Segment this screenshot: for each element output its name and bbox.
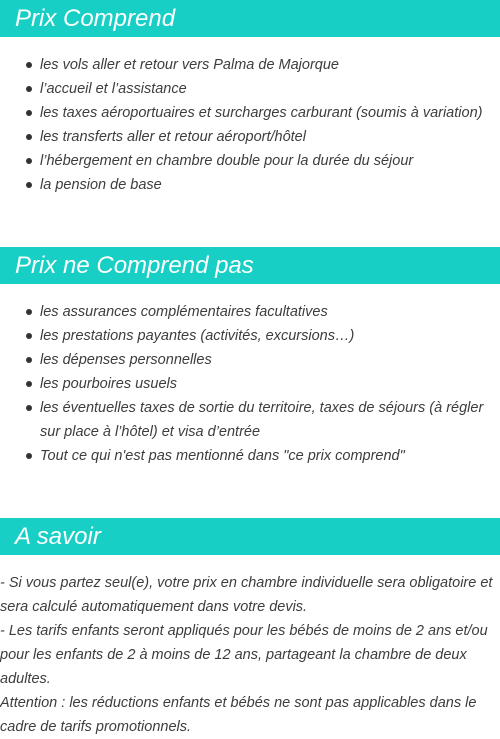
included-list (0, 53, 500, 197)
section-header-info (0, 518, 500, 555)
bullet-icon (26, 381, 32, 387)
info-paragraph: Attention : les réductions enfants et bébés ne sont pas applicables dans le cadre de tarifs promotionnels. (0, 695, 477, 735)
bullet-icon (26, 134, 32, 140)
bullet-icon (26, 182, 32, 188)
list-item-text: l’hébergement en chambre double pour la durée du séjour (40, 153, 414, 169)
list-item-text: les dépenses personnelles (40, 352, 212, 368)
list-item-text: les vols aller et retour vers Palma de Majorque (40, 57, 339, 73)
list-item-text: les assurances complémentaires facultatives (40, 304, 328, 320)
section-title-info: A savoir (15, 523, 101, 550)
list-item-text: l’accueil et l’assistance (40, 81, 187, 97)
bullet-icon (26, 357, 32, 363)
section-header-excluded (0, 247, 500, 284)
bullet-icon (26, 453, 32, 459)
list-item (0, 149, 500, 173)
list-item-text: les éventuelles taxes de sortie du territoire, taxes de séjours (à régler sur place à l’hôtel) et visa d’entrée (40, 400, 484, 440)
bullet-icon (26, 62, 32, 68)
bullet-icon (26, 309, 32, 315)
section-header-included (0, 0, 500, 37)
list-item (0, 53, 500, 77)
excluded-list (0, 300, 500, 468)
info-notes (0, 571, 500, 739)
list-item (0, 444, 500, 468)
list-item (0, 101, 500, 125)
bullet-icon (26, 405, 32, 411)
list-item-text: Tout ce qui n'est pas mentionné dans "ce prix comprend" (40, 448, 405, 464)
list-item-text: la pension de base (40, 177, 162, 193)
list-item-text: les prestations payantes (activités, excursions…) (40, 328, 355, 344)
info-paragraph: - Les tarifs enfants seront appliqués pour les bébés de moins de 2 ans et/ou pour les enfants de 2 à moins de 12 ans, partageant la chambre de deux adultes. (0, 623, 488, 687)
list-item (0, 173, 500, 197)
list-item (0, 348, 500, 372)
list-item (0, 125, 500, 149)
list-item (0, 324, 500, 348)
list-item-text: les taxes aéroportuaires et surcharges carburant (soumis à variation) (40, 105, 483, 121)
bullet-icon (26, 86, 32, 92)
info-paragraph: - Si vous partez seul(e), votre prix en chambre individuelle sera obligatoire et sera calculé automatiquement dans votre devis. (0, 575, 493, 615)
list-item (0, 77, 500, 101)
list-item (0, 396, 500, 444)
bullet-icon (26, 333, 32, 339)
bullet-icon (26, 158, 32, 164)
list-item-text: les pourboires usuels (40, 376, 178, 392)
section-title-excluded: Prix ne Comprend pas (15, 252, 254, 279)
section-title-included: Prix Comprend (15, 5, 176, 32)
list-item (0, 372, 500, 396)
list-item-text: les transferts aller et retour aéroport/hôtel (40, 129, 306, 145)
list-item (0, 300, 500, 324)
bullet-icon (26, 110, 32, 116)
